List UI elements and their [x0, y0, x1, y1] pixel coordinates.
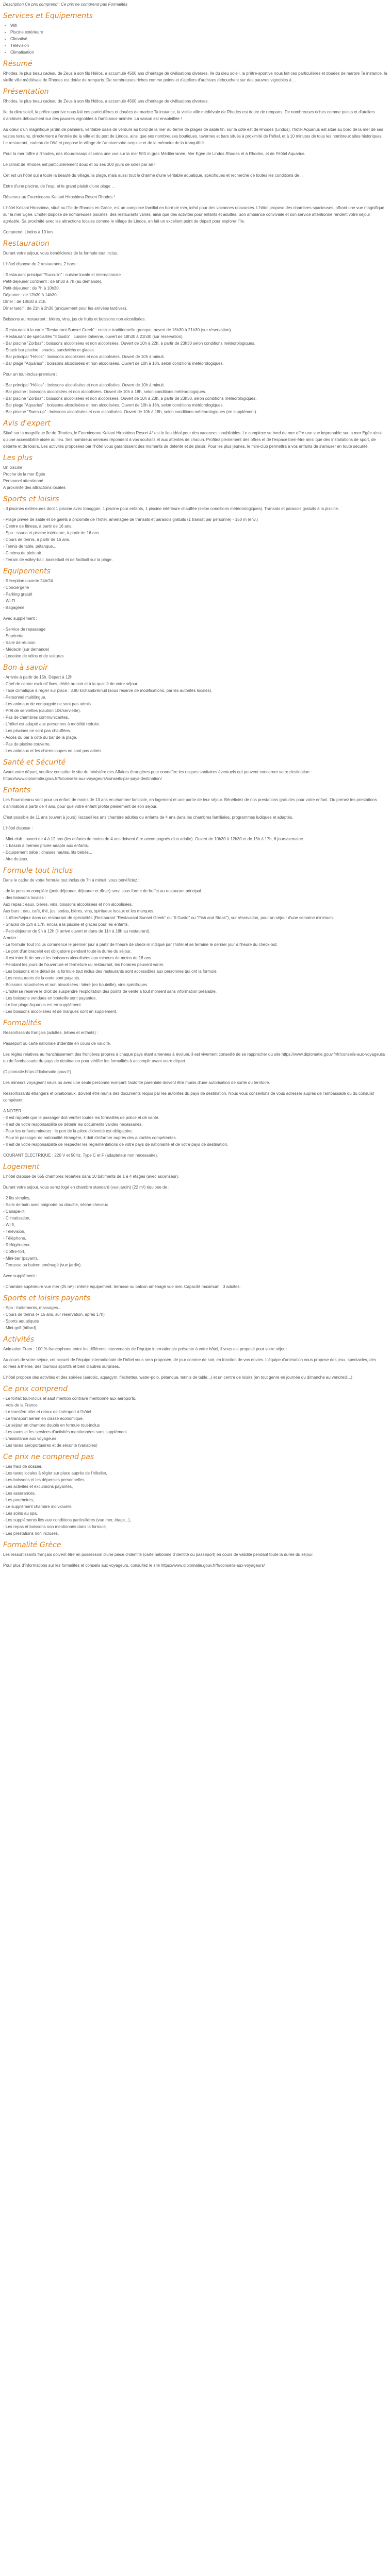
- services-list: [3, 22, 388, 56]
- line: - Les repas et boissons non mentionnés dans la formule,: [3, 1524, 107, 1529]
- formule-title: Formule tout inclus: [3, 867, 73, 875]
- restauration-lines: [3, 272, 388, 312]
- line: - des boissons locales :: [3, 895, 46, 900]
- line: - Les assurances,: [3, 1491, 36, 1496]
- line: - Boissons alcoolisées et non alcoolisées : bière (en bouteille), vins spécifiques.: [3, 982, 149, 987]
- line: - L'hôtel est adapté aux personnes à mobilité réduite.: [3, 722, 100, 726]
- line: - Réception ouverte 24h/24: [3, 579, 53, 583]
- paragraph: Cet est un hôtel qui a toute la beauté du village, la plage, mais aussi tout le charme d'une véritable aquatique, spécifiques et recherché de toutes les conditions de ...: [3, 173, 304, 178]
- equipements-lines2: [3, 626, 388, 659]
- line: - Sports aquatiques: [3, 1319, 39, 1324]
- line: - Les soins au spa,: [3, 1511, 38, 1516]
- line: - L'hôtel se réserve le droit de suspendre l'exploitation des points de vente à tout moment sans information préalable.: [3, 989, 217, 994]
- paragraph: C'est possible de 11 ans (ouvert à jours) l'accueil les ans chambre adultes ou enfants de 4 ans dans les chambres familiales, programmes ludiques et adaptés.: [3, 815, 294, 820]
- paragraph: Rhodes, le plus beau cadeau de Zeus à son fils Hélios, a accumulé 4500 ans d'héritage de civilisations diverses. Ile du dieu soleil, la prêtre-sportive nous fait ces particulières et douées de marbre Ta instance, la vieille ville médiévale de Rhodes est dotée de remparts. De nombreuses riches comme points et d'ateliers d'archives débouchent sur des pauvres vignobles à ...: [3, 71, 387, 82]
- paragraph: L'hôtel dispose :: [3, 826, 33, 831]
- line: - Bar plage "Aquarius" : boissons alcoolisées et non alcoolisées. Ouvert de 10h à 18h, selon conditions météorologiques.: [3, 403, 224, 408]
- line: - L'assistance aux voyageurs: [3, 1436, 56, 1441]
- paragraph: L'hôtel Keitani Hiroshima, situé au l'île de Rhodes en Grèce, est un complexe familial en bord de mer, idéal pour des vacances relaxantes. L'hôtel propose des chambres spacieuses, offrant une vue magnifique sur la mer Egée. L'hôtel dispose de nombreuses piscines, des restaurants variés, ainsi que des activités pour enfants et adultes. Son ambiance conviviale et son service attentionné rendent votre séjour agréable. Sa proximité avec les attractions locales comme le village de Lindos, en fait un excellent point de départ pour explorer l'île.: [3, 206, 385, 224]
- sports-lines: [3, 516, 388, 563]
- line: - Arrivée à partir de 15h. Départ à 12h.: [3, 675, 74, 680]
- paragraph: L'hôtel dispose de 2 restaurants, 2 bars :: [3, 262, 78, 266]
- sports2-title: Sports et loisirs payants: [3, 1294, 90, 1302]
- line: - Médecin (sur demande): [3, 647, 50, 652]
- line: - Le supplément chambre individuelle,: [3, 1504, 73, 1509]
- sante-title: Santé et Sécurité: [3, 758, 66, 767]
- line: Aux repas : eaux, bières, vins, boissons alcoolisées et non alcoolisées.: [3, 902, 133, 907]
- enfants-title: Enfants: [3, 786, 30, 794]
- line: - Bar principal "Hélios" : boissons alcoolisées et non alcoolisées. Ouvert de 10h à minuit.: [3, 354, 165, 359]
- paragraph: Passeport ou carte nationale d'identité en cours de validité.: [3, 1041, 111, 1046]
- line: - Il est rappelé que le passager doit vérifier toutes les formalités de police et de santé.: [3, 1115, 159, 1120]
- line: - Spa : sauna et piscine intérieure, à partir de 16 ans.: [3, 531, 101, 535]
- line: - Cours de tennis, à partir de 16 ans.: [3, 537, 70, 542]
- line: - Les pourboires,: [3, 1498, 35, 1502]
- paragraph: Réservez au Fourniceanu Keitani Hiroshima Resort Rhodes !: [3, 195, 115, 199]
- services-title: Services et Equipements: [3, 12, 93, 20]
- noncompris-lines: [3, 1463, 388, 1537]
- restauration-title: Restauration: [3, 240, 50, 248]
- line: - Climatisation,: [3, 1216, 30, 1221]
- line: - Supérette: [3, 634, 24, 638]
- paragraph: Les règles relatives au franchissement des frontières propres à chaque pays étant amenées à évoluer, il est vivement conseillé de se rapprocher du site https://www.diplomatie.gouv.fr/fr/conseils-aux-voyageurs/ ou de l'ambassade du pays de destination pour vérifier les formalités à accomplir avant votre départ.: [3, 1052, 386, 1063]
- line: - Bar principal "Hélios" : boissons alcoolisées et non alcoolisées. Ouvert de 10h à minuit.: [3, 383, 165, 387]
- line: - Restaurant principal "Succulin" : cuisine locale et internationale: [3, 273, 121, 277]
- paragraph: Pour plus d'informations sur les formalités et conseils aux voyageurs, consultez le site https://www.diplomatie.gouv.fr/fr/conseils-aux-voyageurs/: [3, 1563, 265, 1568]
- line: - Snack bar piscine : snacks, sandwichs et glaces.: [3, 348, 95, 352]
- compris-title: Ce prix comprend: [3, 1385, 68, 1393]
- line: - Conciergerie: [3, 585, 29, 590]
- line: - Terrasse ou balcon aménagé (vue jardin).: [3, 1263, 82, 1267]
- paragraph: Ile du dieu soleil, la prêtre-sportive nous fait ces particulières et douées de marbre Ta instance, la vieille ville médiévale de Rhodes est dotée de remparts. De nombreuses riches comme points et d'ateliers d'archives débouchent sur des pauvres vignobles à l'ambiance animée. La saison est ensoleillée !: [3, 110, 375, 121]
- formalites-lines: [3, 1108, 388, 1148]
- line: - Plage privée de sable et de galets à proximité de l'hôtel, aménagée de transats et parasols gratuits (1 transat par personne) - 150 m (env.): [3, 517, 258, 522]
- line: - Aire de jeux.: [3, 857, 28, 861]
- line: - Location de vélos et de voitures: [3, 654, 64, 658]
- resume-title: Résumé: [3, 60, 32, 68]
- line: - Equipement bébé : chaises hautes, lits bébés...: [3, 850, 92, 855]
- paragraph: - Chambre supérieure vue mer (25 m²) : même équipement, terrasse ou balcon aménagé vue mer. Capacité maximum : 3 adultes.: [3, 1284, 241, 1289]
- line: - Restaurant à la carte "Restaurant Sunset Greek" : cuisine traditionnelle grecque, ouvert de 18h30 à 21h30 (sur réservation).: [3, 328, 232, 332]
- line: - 1 dîner/séjour dans un restaurant de spécialités (Restaurant "Restaurant Sunset Greek" ou "Il Gusto" ou "Fish and Steak"), sur réservation, pour un séjour d'une semaine minimum.: [3, 916, 334, 920]
- formule-lines: [3, 888, 388, 1015]
- line: - Mini-golf (billard): [3, 1326, 37, 1330]
- line: Aux bars : eau, café, thé, jus, sodas, bières, vins, spiritueux locaux et les marques.: [3, 909, 155, 913]
- logement-lines: [3, 1195, 388, 1268]
- line: - Bagagerie: [3, 605, 25, 610]
- paragraph: Au cœur d'un magnifique jardin de palmiers, véritable oasis de verdure au bord de la mer au terme de plages de sable fin, sur la côte est de Rhodes (Lindos), l'hôtel Aquarius est situé au bord de la mer de ses vastes terrains, directement à l'entrée de la ville et du port de Lindos, ainsi que ses nombreuses boutiques, tavernes et bars situés à proximité de l'hôtel, et à 10 minutes de tous les nombreux sites historiques. Le restaurant, cadeau de l'été et propose le village de l'anniversaire acquise et de la mémoire de la tranquillité.: [3, 127, 383, 145]
- paragraph: Au cours de votre séjour, cet accueil de l'équipe internationale de l'hôtel vous sera proposée, de jour comme de soir, en fonction de vos envies. L'équipe d'animation vous propose des jeux, spectacles, des soirées à thème, des tournois sportifs et bien d'autres surprises.: [3, 1358, 376, 1369]
- paragraph: Situé sur la magnifique île de Rhodes, le Fourniceanu Keitani Hiroshima Resort 4* est le lieu idéal pour des vacances inoubliables. Le complexe se bord de mer offre une vue imprenable sur la mer Egée ainsi qu'une accessibilité aisée au lieu. Ses nombreux services répondent à vos souhaits et aux attentes de chacun. Profitez pleinement des offres et de l'espace bien-être ainsi que des installations de sport, de détente et de loisirs. Les activités proposées par l'hôtel vous garantissent des moments de détente et de plaisir. Pour les plus jeunes, le mini-club permettra à vos enfants de s'amuser en toute sécurité.: [3, 431, 382, 449]
- line: - Wi-fi,: [3, 1223, 15, 1227]
- line: - Il est interdit de servir les boissons alcoolisées aux mineurs de moins de 18 ans.: [3, 956, 153, 960]
- line: - Bar plage "Aquarius" : boissons alcoolisées et non alcoolisées. Ouvert de 10h à 18h, selon conditions météorologiques.: [3, 361, 224, 366]
- avis-title: Avis d'expert: [3, 419, 51, 428]
- list-item: • Climatisé: [10, 36, 388, 42]
- logement-title: Logement: [3, 1163, 40, 1171]
- paragraph: Animation Fram : 100 % francophone entre les différents intervenants de l'équipe internationale présente à votre hôtel, il vous est proposé pour votre séjour.: [3, 1347, 288, 1351]
- presentation-title: Présentation: [3, 88, 49, 96]
- line: - Cours de tennis (+ 16 ans, sur réservation, après 17h): [3, 1312, 105, 1317]
- line: - Mini-bar (payant),: [3, 1256, 38, 1261]
- line: - La formule Tout Inclus commence le premier jour à partir de l'heure de check-in indiqué par l'hôtel et se termine le dernier jour à l'heure du check-out.: [3, 942, 278, 947]
- bienvenu-lines: [3, 674, 388, 754]
- list-item: • Climatisation: [10, 49, 388, 56]
- line: - Pas de piscine couverte.: [3, 742, 51, 747]
- line: - Parking gratuit: [3, 592, 32, 597]
- line: - Bar piscine "Swim-up" : boissons alcoolisées et non alcoolisées. Ouvert de 10h à 18h, selon conditions météorologiques (en supplément).: [3, 410, 257, 414]
- line: - Centre de fitness, à partir de 16 ans.: [3, 524, 73, 529]
- list-item: • Piscine extérieure: [10, 29, 388, 36]
- paragraph: Entre d'une piscine, de l'esp, et le grand plaisir d'une plage ...: [3, 184, 116, 189]
- line: - Bar piscine "Zorbas" : boissons alcoolisées et non alcoolisées. Ouvert de 10h à 22h, à partir de 23h30 selon conditions météorologiques.: [3, 341, 256, 346]
- line: - Canapé-lit,: [3, 1209, 26, 1214]
- line: - Tennis de table, pétanque...: [3, 544, 57, 549]
- line: - 2 lits simples,: [3, 1196, 30, 1200]
- line: - Les boissons vendues en bouteille sont payantes.: [3, 996, 97, 1001]
- equipements-title: Equipements: [3, 567, 51, 575]
- line: Petit-déjeuner continent : de 6h30 à 7h (au demande).: [3, 279, 103, 284]
- paragraph: L'hôtel propose des activités et des soirées (aérobic, aquagym, fléchettes, water-polo, pétanque, tennis de table...) et un centre de loisirs (en tout genre en journée du dimanche au vendredi...): [3, 1375, 353, 1380]
- line: - Coffre-fort,: [3, 1249, 25, 1254]
- line: - Salle de réunion: [3, 640, 36, 645]
- paragraph: Les mineurs voyageant seuls ou avec une seule personne exerçant l'autorité parentale doivent être munis d'une autorisation de sortie du territoire.: [3, 1080, 270, 1085]
- line: - Le bar plage Aquarius est en supplément.: [3, 1003, 82, 1007]
- line: - Pour le passager de nationalité étrangère, il doit s'informer auprès des autorités compétentes.: [3, 1136, 177, 1140]
- line: - Téléphone,: [3, 1236, 26, 1241]
- line: - Les taxes et les services d'activités mentionnées sans supplément: [3, 1430, 127, 1434]
- plus-lines: [3, 464, 388, 491]
- activites-title: Activités: [3, 1335, 35, 1344]
- sports2-lines: [3, 1304, 388, 1331]
- line: Personnel attentionné: [3, 479, 43, 483]
- line: - Les frais de dossier,: [3, 1464, 43, 1469]
- sports-title: Sports et loisirs: [3, 495, 59, 503]
- line: - Snacks de 12h à 17h, encas à la piscine et glaces pour les enfants.: [3, 922, 129, 927]
- line: - Les taxes locales à régler sur place auprès de l'hôtelier,: [3, 1471, 107, 1476]
- line: - Il est de votre responsabilité de respecter les réglementations de votre pays de nationalité et de votre pays de destination.: [3, 1142, 229, 1147]
- noncompris-title: Ce prix ne comprend pas: [3, 1453, 94, 1461]
- paragraph: Rhodes, le plus beau cadeau de Zeus à son fils Hélios, a accumulé 4500 ans d'héritage de civilisations diverses.: [3, 99, 209, 104]
- line: - Vols de la France: [3, 1403, 38, 1408]
- compris-lines: [3, 1395, 388, 1449]
- equipements-lines: [3, 578, 388, 611]
- line: - Chef de centre exclusif fixes, dédié au soir et à la qualité de votre séjour.: [3, 682, 138, 686]
- paragraph: (Diplomatie.https://diplomatie.gouv.fr): [3, 1070, 71, 1074]
- line: - Les boissons alcoolisées et de marques sont en supplément.: [3, 1009, 118, 1014]
- paragraph: Durant votre séjour, vous serez logé en chambre standard (vue jardin) (22 m²) équipée de :: [3, 1185, 170, 1190]
- enfants-lines: [3, 836, 388, 862]
- line: - Mini-club : ouvert de 4 à 12 ans (les enfants de moins de 4 ans doivent être accompagnés d'un adulte). Ouvert de 10h30 à 12h30 et de 15h à 17h, 6 jours/semaine.: [3, 837, 304, 841]
- line: - Les restaurants de la carte sont payants.: [3, 976, 80, 980]
- line: - Terrain de volley-ball, basketball et de football sur la plage.: [3, 557, 113, 562]
- restauration-lines2: [3, 327, 388, 367]
- line: - Le port d'un bracelet est obligatoire pendant toute la durée du séjour.: [3, 949, 132, 954]
- line: - Restaurant de spécialités "Il Gusto" : cuisine italienne, ouvert de 18h30 à 21h30 (sur réservation).: [3, 334, 184, 339]
- paragraph: Durant votre séjour, vous bénéficierez de la formule tout inclus.: [3, 251, 119, 256]
- line: Petit-déjeuner : de 7h à 10h30.: [3, 286, 60, 291]
- plus-title: Les plus: [3, 454, 33, 462]
- line: - Prêt de serviettes (caution 10€/serviette).: [3, 708, 81, 713]
- line: A NOTER :: [3, 1109, 24, 1113]
- paragraph: - 3 piscines extérieures dont 1 piscine avec toboggan, 1 piscine pour enfants, 1 piscine intérieure chauffée (selon conditions météorologiques). Transats et parasols gratuits à la piscine.: [3, 506, 339, 511]
- paragraph: Ressortissants français (adultes, bébés et enfants) :: [3, 1030, 99, 1035]
- line: Déjeuner : de 12h30 à 14h30.: [3, 293, 58, 297]
- line: - Les prestations non incluses.: [3, 1531, 59, 1536]
- line: - Cinéma de plein air.: [3, 551, 42, 555]
- line: - Le transfert aller et retour de l'aéroport à l'hôtel: [3, 1410, 91, 1414]
- paragraph: Le climat de Rhodes est particulièrement doux et ou ses 300 jours de soleil par an !: [3, 162, 156, 167]
- line: - Les boissons et le détail de la formule tout inclus des restaurants sont accessibles aux personnes qui ont la formule.: [3, 969, 218, 974]
- line: A noter :: [3, 936, 19, 940]
- line: - Salle de bain avec baignoire ou douche, sèche-cheveux: [3, 1202, 108, 1207]
- line: - de la pension complète (petit-déjeuner, déjeuner et dîner) servi sous forme de buffet au restaurant principal.: [3, 889, 202, 893]
- line: - Les piscines ne sont pas chauffées.: [3, 728, 71, 733]
- line: - Les activités et excursions payantes,: [3, 1484, 73, 1489]
- paragraph: Ressortissants étrangers et binationaux, doivent être munis des documents requis par les autorités du pays de destination. Nous vous conseillons de vous adresser auprès de l'ambassade ou du consulat compétent.: [3, 1091, 374, 1103]
- line: - Le forfait tout-inclus et sauf mention contraire mentionné aux aéroports,: [3, 1396, 136, 1401]
- line: A proximité des attractions locales: [3, 485, 66, 490]
- line: - 1 bassin à thèmes privée adapte aux enfants.: [3, 843, 89, 848]
- fram-title: Formalité Grèce: [3, 1541, 61, 1549]
- line: Proche de la mer Egée: [3, 472, 45, 477]
- paragraph: Pour la mer toffre à Rhodes, des étourdissaqs et coins une vue sur la mer 500 m grec Méditerranée, Mer Egée de Lindos Rhodes et à Rhodes, et de l'Hôtel Aquarius.: [3, 151, 306, 156]
- line: - Spa : traitements, massages...: [3, 1306, 61, 1310]
- line: - Télévision,: [3, 1229, 25, 1234]
- paragraph: Boissons au restaurant : bières, vins, jus de fruits et boissons non alcoolisées.: [3, 317, 146, 321]
- line: - Bar piscine "Zorbas" : boissons alcoolisées et non alcoolisées. Ouvert de 10h à 23h, à partir de 23h30, selon conditions météorologiques.: [3, 396, 257, 401]
- line: - Service de repassage: [3, 627, 46, 632]
- paragraph: Pour un tout-inclus-premium :: [3, 372, 57, 377]
- paragraph: Comprend: Lindos à 10 km.: [3, 230, 54, 234]
- line: - Les suppléments liés aux conditions particulières (vue mer, étage...),: [3, 1518, 131, 1522]
- paragraph: COURANT ÉLECTRIQUE : 220 V et 50Hz. Type C et F (adaptateur non nécessaire).: [3, 1153, 158, 1158]
- line: - Pas de chambres communicantes.: [3, 715, 69, 720]
- line: - Wi-Fi: [3, 599, 15, 603]
- line: - Les boissons et les dépenses personnelles,: [3, 1478, 86, 1482]
- line: - Bar piscine : boissons alcoolisées et non alcoolisées. Ouvert de 10h à 18h, selon conditions météorologiques.: [3, 389, 206, 394]
- line: - Pour les enfants mineurs : le port de la pièce d'identité est obligatoire.: [3, 1129, 133, 1133]
- line: - Petit-déjeuner de 9h à 12h (il arrive ouvert et dans de 11h à 18h au restaurant).: [3, 929, 151, 934]
- paragraph: Avant votre départ, veuillez consulter le site du ministère des Affaires étrangères pour connaître les risques sanitaires éventuels qui peuvent concerner votre destination : https://www.diplomatie.gouv.fr/fr/conseils-aux-voyageurs/conseils-par-pays-destination/: [3, 770, 312, 781]
- line: - Il est de votre responsabilité de détenir les documents valides nécessaires.: [3, 1122, 143, 1127]
- line: Dîner tardif : de 21h à 2h30 (uniquement pour les arrivées tardives).: [3, 306, 127, 311]
- paragraph: L'hôtel dispose de 655 chambres réparties dans 10 bâtiments de 1 à 4 étages (avec ascenseur).: [3, 1174, 180, 1179]
- bienvenu-title: Bon à savoir: [3, 664, 48, 672]
- intro-text: Description Ce prix comprend : Ce prix ne comprend pas Formalités: [3, 2, 127, 7]
- line: - Personnel multilingue.: [3, 695, 46, 700]
- list-item: • Wifi: [10, 22, 388, 29]
- line: - Les taxes aéroportuaires et de sécurité (variables): [3, 1443, 97, 1448]
- line: - Réfrigérateur,: [3, 1243, 31, 1247]
- formalites-title: Formalités: [3, 1019, 41, 1027]
- paragraph: Les ressortissants français doivent être en possession d'une pièce d'identité (carte nationale d'identité ou passeport) en cours de validité pendant toute la durée du séjour.: [3, 1552, 314, 1557]
- line: - Le séjour en chambre double en formule tout-inclus: [3, 1423, 100, 1428]
- line: - Pendant les jours de l'ouverture et fermeture du restaurant, les horaires peuvent varier.: [3, 962, 165, 967]
- paragraph: Avec supplément :: [3, 616, 37, 621]
- line: - Les animaux de compagnie ne sont pas admis.: [3, 702, 92, 706]
- list-item: • Télévision: [10, 42, 388, 49]
- line: - Le transport aérien en classe économique,: [3, 1416, 84, 1421]
- line: - Accès du bar à côté du bar de la plage.: [3, 735, 77, 740]
- paragraph: Les Fourniceanu sont pour un enfant de moins de 13 ans en chambre familiale, en logement et une partie de leur séjour. Bénéficiez de nos prestations gratuites pour votre enfant. Ou prenez les prestations d'animation à partir de 4 ans, pour que votre enfant profite pleinement de son séjour.: [3, 798, 377, 809]
- paragraph: Dans le cadre de votre formule tout inclus de 7h à minuit, vous bénéficiez :: [3, 878, 140, 883]
- line: - Les animaux et les chiens-loupes ne sont pas admis.: [3, 749, 103, 753]
- paragraph: Avec supplément :: [3, 1274, 37, 1278]
- restauration-lines3: [3, 382, 388, 415]
- line: Un piscine: [3, 465, 23, 470]
- line: - Taxe climatique à régler sur place : 3.80 €/chambre/nuit (sous réserve de modifications, par les autorités locales).: [3, 688, 213, 693]
- line: Dîner : de 18h30 à 21h.: [3, 299, 47, 304]
